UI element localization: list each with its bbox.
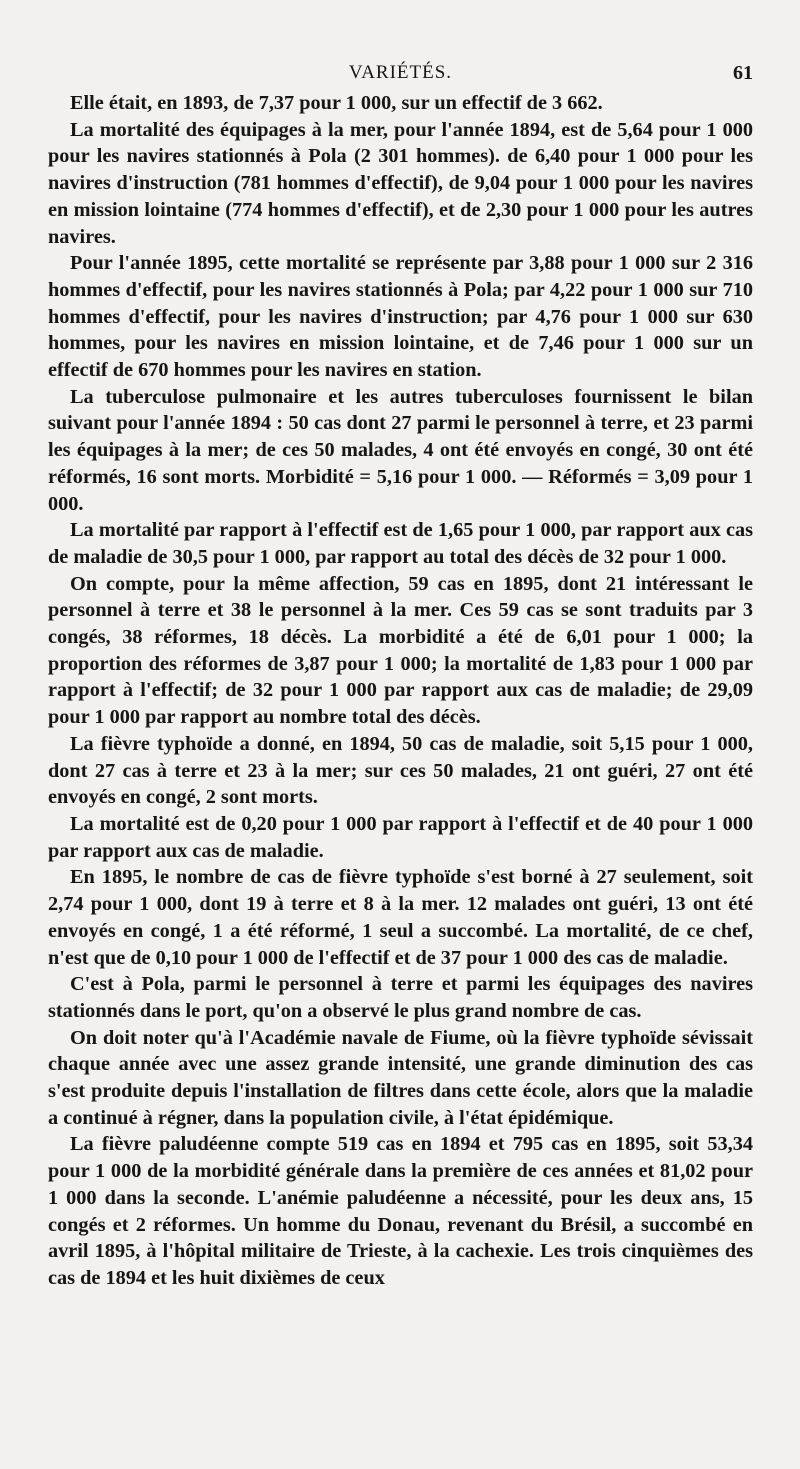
paragraph: On doit noter qu'à l'Académie navale de Fiume, où la fièvre typhoïde sévissait chaque année avec une assez grande intensité, une grande diminution des cas s'est produite depuis l'installation de filtres dans cette école, alors que la maladie a continué à régner, dans la population civile, à l'état épidémique. (48, 1026, 753, 1129)
paragraph: La tuberculose pulmonaire et les autres tuberculoses fournissent le bilan suivant pour l'année 1894 : 50 cas dont 27 parmi le personnel à terre, et 23 parmi les équipages à la mer; de ces 50 malades, 4 ont été envoyés en congé, 30 ont été réformés, 16 sont morts. Morbidité = 5,16 pour 1 000. — Réformés = 3,09 pour 1 000. (48, 385, 753, 515)
paragraph: La mortalité par rapport à l'effectif est de 1,65 pour 1 000, par rapport aux cas de maladie de 30,5 pour 1 000, par rapport au total des décès de 32 pour 1 000. (48, 519, 753, 568)
paragraph: C'est à Pola, parmi le personnel à terre et parmi les équipages des navires stationnés dans le port, qu'on a observé le plus grand nombre de cas. (48, 973, 753, 1022)
paragraph: On compte, pour la même affection, 59 cas en 1895, dont 21 intéressant le personnel à terre et 38 le personnel à la mer. Ces 59 cas se sont traduits par 3 congés, 38 réformes, 18 décès. La morbidité a été de 6,01 pour 1 000; la proportion des réformes de 3,87 pour 1 000; la mortalité de 1,83 pour 1 000 par rapport à l'effectif; de 32 pour 1 000 par rapport aux cas de maladie; de 29,09 pour 1 000 par rapport au nombre total des décès. (48, 572, 753, 729)
paragraph: Elle était, en 1893, de 7,37 pour 1 000, sur un effectif de 3 662. (70, 92, 603, 114)
paragraph: La fièvre typhoïde a donné, en 1894, 50 cas de maladie, soit 5,15 pour 1 000, dont 27 cas à terre et 23 à la mer; sur ces 50 malades, 21 ont guéri, 27 ont été envoyés en congé, 2 sont morts. (48, 732, 753, 809)
paragraph: La mortalité des équipages à la mer, pour l'année 1894, est de 5,64 pour 1 000 pour les navires stationnés à Pola (2 301 hommes). de 6,40 pour 1 000 pour les navires d'instruction (781 hommes d'effectif), de 9,04 pour 1 000 pour les navires en mission lointaine (774 hommes d'effectif), et de 2,30 pour 1 000 pour les autres navires. (48, 118, 753, 248)
paragraph: La fièvre paludéenne compte 519 cas en 1894 et 795 cas en 1895, soit 53,34 pour 1 000 de la morbidité générale dans la première de ces années et 81,02 pour 1 000 dans la seconde. L'anémie paludéenne a nécessité, pour les deux ans, 15 congés et 2 réformes. Un homme du Donau, revenant du Brésil, a succombé en avril 1895, à l'hôpital militaire de Trieste, à la cachexie. Les trois cinquièmes des cas de 1894 et les huit dixièmes de ceux (48, 1133, 753, 1289)
paragraph: Pour l'année 1895, cette mortalité se représente par 3,88 pour 1 000 sur 2 316 hommes d'effectif, pour les navires stationnés à Pola; par 4,22 pour 1 000 sur 710 hommes d'effectif, pour les navires d'instruction; par 4,76 pour 1 000 sur 630 hommes, pour les navires en mission lointaine, et de 7,46 pour 1 000 sur un effectif de 670 hommes pour les navires en station. (48, 252, 753, 382)
paragraph: La mortalité est de 0,20 pour 1 000 par rapport à l'effectif et de 40 pour 1 000 par rapport aux cas de maladie. (48, 812, 753, 862)
page-header (48, 56, 753, 90)
body-text (48, 90, 753, 1292)
page-number: 61 (733, 62, 753, 84)
running-title: VARIÉTÉS. (348, 62, 453, 83)
paragraph: En 1895, le nombre de cas de fièvre typhoïde s'est borné à 27 seulement, soit 2,74 pour 1 000, dont 19 à terre et 8 à la mer. 12 malades ont guéri, 13 ont été envoyés en congé, 1 a été réformé, 1 seul a succombé. La mortalité, de ce chef, n'est que de 0,10 pour 1 000 de l'effectif et de 37 pour 1 000 des cas de maladie. (48, 866, 753, 969)
